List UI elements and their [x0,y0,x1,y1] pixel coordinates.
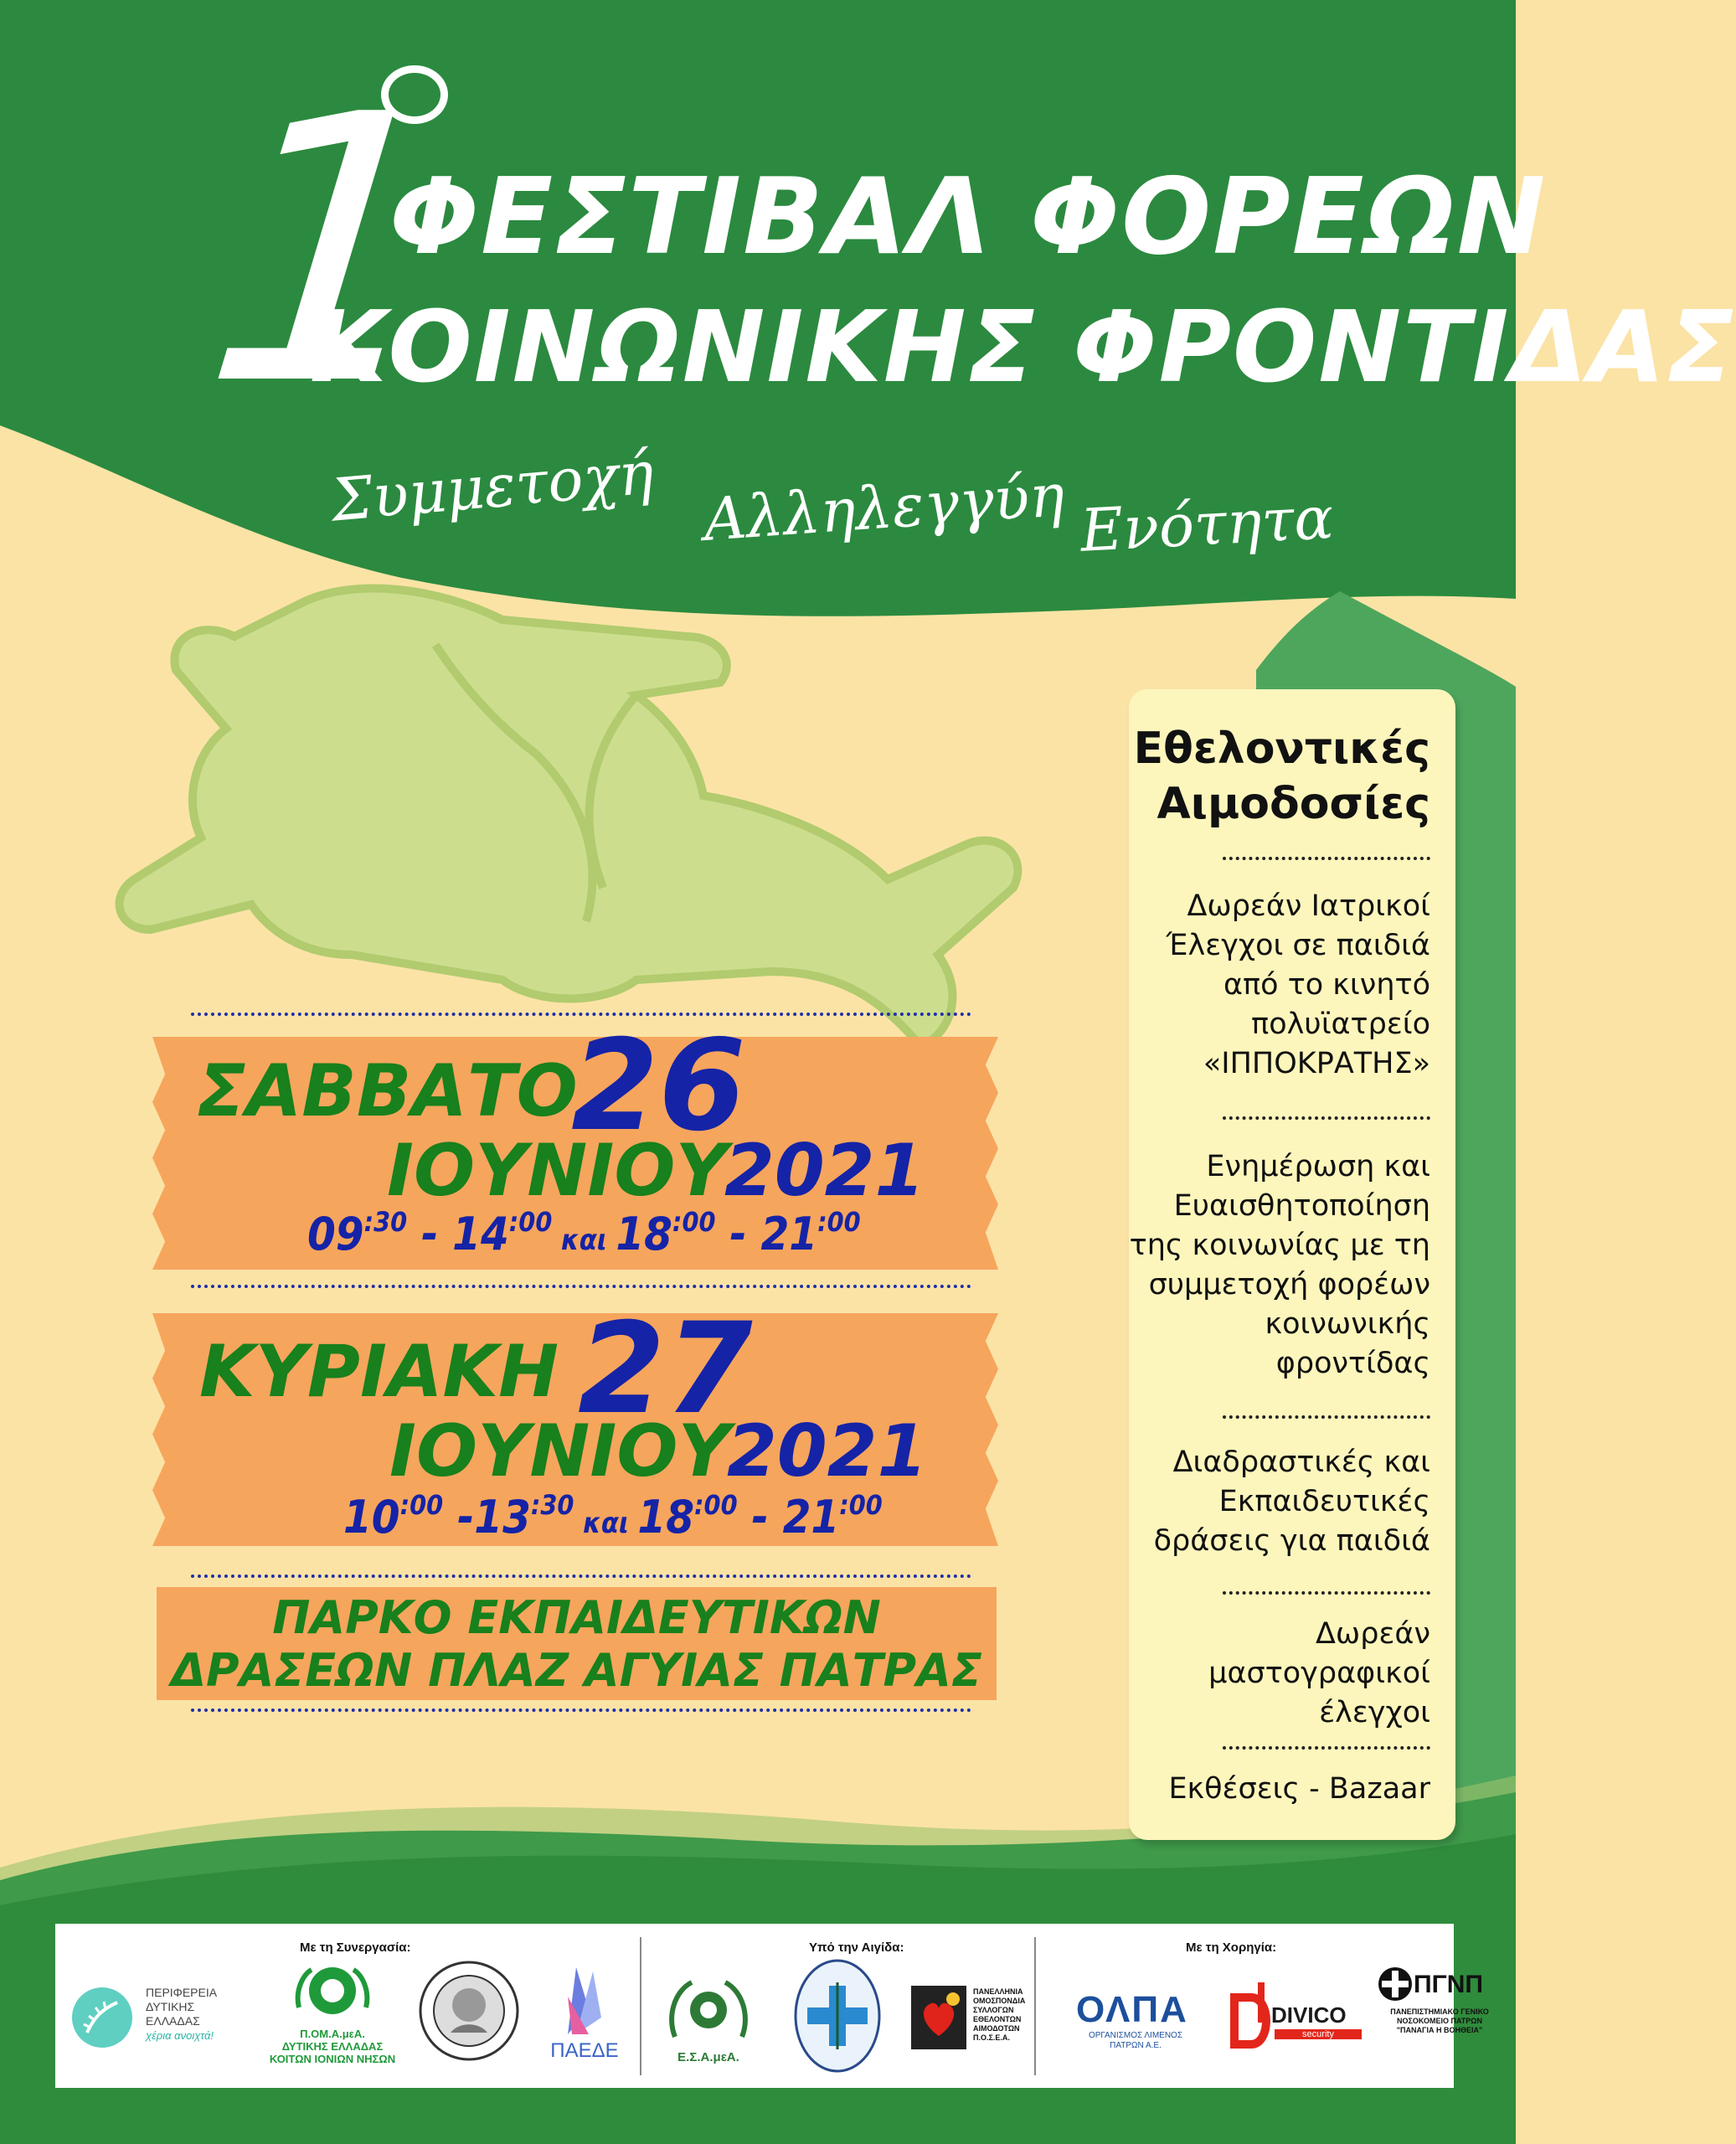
esamea-text: Ε.Σ.Α.μεΑ. [677,2050,739,2064]
esamea-emblem-icon [658,1970,759,2049]
day1-date: 26 [571,1013,746,1159]
separator [640,1937,641,2075]
day2-month: ΙΟΥΝΙΟΥ [389,1410,730,1493]
paede-text: ΠΑΕΔΕ [550,2039,619,2062]
title-ordinal-superscript [381,65,448,124]
olpa-text: ΟΛΠΑ [1076,1989,1188,2030]
title-line-1: ΦΕΣΤΙΒΑΛ ΦΟΡΕΩΝ [389,155,1548,278]
activity-item: Εκθέσεις - Bazaar [1168,1772,1430,1806]
divider-dotted [1223,1415,1430,1419]
divico-sub: security [1275,2029,1362,2039]
pgnp-text: ΠΓΝΠ [1414,1971,1484,1998]
day1-month: ΙΟΥΝΙΟΥ [387,1129,728,1213]
medical-association-logo [792,1957,883,2074]
day2-hours: $10^{:00}$ $-13^{:30}$ και $18^{:00} - 21^{:00}$ [343,1489,883,1544]
paede-logo [543,1959,626,2068]
title-line-2: ΚΟΙΝΩΝΙΚΗΣ ΦΡΟΝΤΙΔΑΣ [310,289,1736,405]
pgnp-line: "ΠΑΝΑΓΙΑ Η ΒΟΗΘΕΙΑ" [1396,2026,1483,2034]
title-ordinal-number: 1 [191,37,471,466]
divico-logo [1228,1974,1370,2058]
venue-line-2: ΔΡΑΣΕΩΝ ΠΛΑΖ ΑΓΥΙΑΣ ΠΑΤΡΑΣ [171,1644,982,1697]
esamea-logo [658,1970,759,2070]
day2-date: 27 [578,1296,753,1442]
activity-item: Δωρεάν μαστογραφικοί έλεγχοι [1208,1617,1430,1729]
group-label-cooperation: Με τη Συνεργασία: [300,1940,411,1955]
posea-line: ΣΥΛΛΟΓΩΝ [973,2006,1014,2014]
posea-line: ΟΜΟΣΠΟΝΔΙΑ [973,1997,1026,2005]
day2-weekday: ΚΥΡΙΑΚΗ [199,1330,559,1414]
group-label-auspices: Υπό την Αιγίδα: [809,1940,904,1955]
sponsors-strip [55,1924,1489,2088]
posea-emblem-icon [909,1984,968,2051]
medical-association-seal-icon [792,1957,883,2074]
divico-d-icon [1228,1981,1278,2048]
municipality-patras-logo [417,1959,522,2064]
pomamea-line: ΚΟΙΤΩΝ ΙΟΝΙΩΝ ΝΗΣΩΝ [269,2053,396,2065]
divico-text: DIVICO [1271,2002,1347,2028]
group-label-sponsors: Με τη Χορηγία: [1186,1940,1277,1955]
region-name-line: ΕΛΛΑΔΑΣ [146,2014,200,2028]
pomamea-logo [261,1957,404,2074]
region-name-line: ΠΕΡΙΦΕΡΕΙΑ [146,1986,218,1999]
divider-dotted [1223,1591,1430,1595]
activity-item: Δωρεάν Ιατρικοί Έλεγχοι σε παιδιά από το κινητό πολυϊατρείο «ΙΠΠΟΚΡΑΤΗΣ» [1166,889,1430,1080]
divider-dotted [1223,857,1430,860]
pgnp-line: ΝΟΣΟΚΟΜΕΙΟ ΠΑΤΡΩΝ [1397,2017,1482,2025]
pomamea-emblem-icon [261,1957,404,2024]
olpa-line: ΠΑΤΡΩΝ Α.Ε. [1110,2041,1162,2050]
activity-item: Ενημέρωση και Ευαισθητοποίηση της κοινωνίας με τη συμμετοχή φορέων κοινωνικής φροντίδας [1129,1150,1430,1380]
day1-hours: $09^{:30} - 14^{:00}$ και $18^{:00} - 21^{:00}$ [307,1206,861,1260]
olpa-logo [1052,1989,1219,2056]
region-western-greece-logo [69,1974,263,2066]
day1-year: 2021 [724,1129,925,1213]
tagline-2: Αλληλεγγύη [701,461,1067,554]
divider-dotted [191,1708,971,1712]
posea-line: ΑΙΜΟΔΟΤΩΝ [973,2024,1020,2033]
pgnp-line: ΠΑΝΕΠΙΣΤΗΜΙΑΚΟ ΓΕΝΙΚΟ [1390,2007,1489,2016]
day2-year: 2021 [727,1410,928,1493]
pomamea-line: Π.ΟΜ.Α.μεΑ. [300,2028,365,2040]
tagline-1: Συμμετοχή [328,438,657,535]
olpa-line: ΟΡΓΑΝΙΣΜΟΣ ΛΙΜΕΝΟΣ [1088,2031,1183,2040]
paede-emblem-icon [543,1959,626,2038]
divider-dotted [1223,1746,1430,1750]
pgnp-emblem-icon [1377,1966,1414,2002]
pomamea-line: ΔΥΤΙΚΗΣ ΕΛΛΑΔΑΣ [281,2040,384,2053]
region-name-line: ΔΥΤΙΚΗΣ [146,2000,195,2013]
region-emblem-icon [69,1984,136,2051]
divider-dotted [191,1574,971,1578]
municipality-seal-icon [417,1959,522,2064]
day1-weekday: ΣΑΒΒΑΤΟ [197,1049,578,1133]
divider-dotted [1223,1116,1430,1120]
region-slogan: χέρια ανοιχτά! [146,2029,214,2042]
venue-line-1: ΠΑΡΚΟ ΕΚΠΑΙΔΕΥΤΙΚΩΝ [272,1591,881,1644]
posea-line: ΕΘΕΛΟΝΤΩΝ [973,2015,1022,2023]
tagline-3: Ενότητα [1079,483,1336,565]
activity-item: Διαδραστικές και Εκπαιδευτικές δράσεις για παιδιά [1153,1446,1430,1558]
posea-line: ΠΑΝΕΛΛΗΝΙΑ [973,1987,1023,1996]
posea-logo [909,1984,1035,2059]
activities-heading: Εθελοντικές Αιμοδοσίες [1133,724,1430,829]
divider-dotted [191,1285,971,1288]
posea-line: Π.Ο.Σ.Ε.Α. [973,2033,1010,2042]
pgnp-logo [1377,1966,1502,2058]
activities-panel [1129,689,1455,1840]
